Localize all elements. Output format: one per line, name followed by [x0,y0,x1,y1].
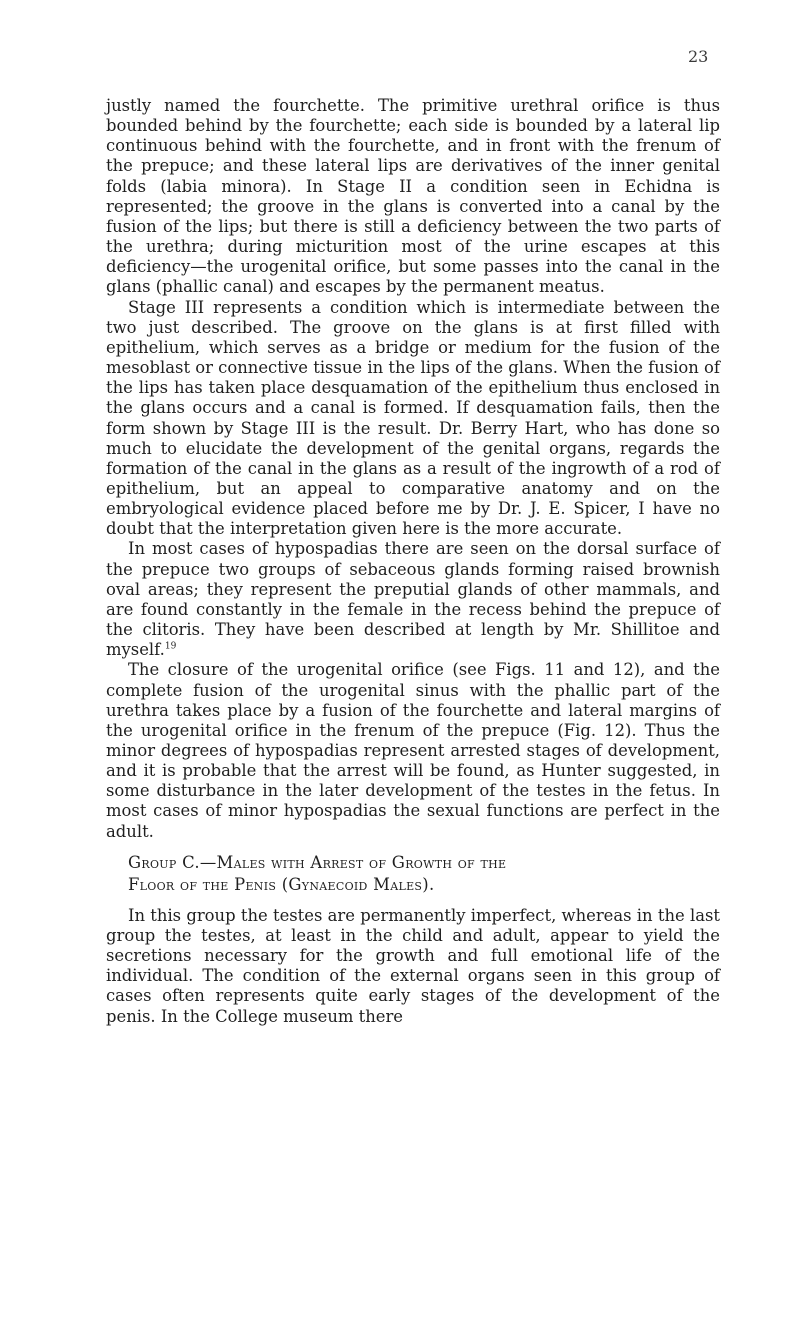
paragraph-1: justly named the fourchette. The primitive urethral orifice is thus bounded behind by the fourchette; each side is bounded by a lateral lip continuous behind with the fourchette, and in front with the frenum of the prepuce; and these lateral lips are derivatives of the inner genital folds (labia minora). In Stage II a condition seen in Echidna is represented; the groove in the glans is converted into a canal by the fusion of the lips; but there is still a deficiency between the two parts of the urethra; during micturition most of the urine escapes at this deficiency—the urogenital orifice, but some passes into the canal in the glans (phallic canal) and escapes by the permanent meatus. [106,96,720,297]
page-number: 23 [688,47,709,66]
paragraph-3-text: In most cases of hypospadias there are seen on the dorsal surface of the prepuce two groups of sebaceous glands forming raised brownish oval areas; they represent the preputial glands of other mammals, and are found constantly in the female in the recess behind the prepuce of the clitoris. They have been described at length by Mr. Shillitoe and myself. [106,539,720,660]
body-text [106,96,720,1027]
section-heading [106,852,720,896]
paragraph-4: The closure of the urogenital orifice (see Figs. 11 and 12), and the complete fusion of the urogenital sinus with the phallic part of the urethra takes place by a fusion of the fourchette and lateral margins of the urogenital orifice in the frenum of the prepuce (Fig. 12). Thus the minor degrees of hypospadias represent arrested stages of development, and it is probable that the arrest will be found, as Hunter suggested, in some disturbance in the later development of the testes in the fetus. In most cases of minor hypospadias the sexual functions are perfect in the adult. [106,660,720,841]
section-heading-line-1: Group C.—Males with Arrest of Growth of the [128,852,507,872]
footnote-reference: 19 [164,641,177,652]
section-heading-line-2: Floor of the Penis (Gynaecoid Males). [128,874,435,894]
paragraph-5: In this group the testes are permanently imperfect, whereas in the last group the testes, at least in the child and adult, appear to yield the secretions necessary for the growth and full emotional life of the individual. The condition of the external organs seen in this group of cases often represents quite early stages of the development of the penis. In the College museum there [106,905,720,1026]
paragraph-2: Stage III represents a condition which is intermediate between the two just described. The groove on the glans is at first filled with epithelium, which serves as a bridge or medium for the fusion of the mesoblast or connective tissue in the lips of the glans. When the fusion of the lips has taken place desquamation of the epithelium thus enclosed in the glans occurs and a canal is formed. If desquamation fails, then the form shown by Stage III is the result. Dr. Berry Hart, who has done so much to elucidate the development of the genital organs, regards the formation of the canal in the glans as a result of the ingrowth of a rod of epithelium, but an appeal to comparative anatomy and on the embryological evidence placed before me by Dr. J. E. Spicer, I have no doubt that the interpretation given here is the more accurate. [106,297,720,539]
paragraph-3 [106,539,720,660]
